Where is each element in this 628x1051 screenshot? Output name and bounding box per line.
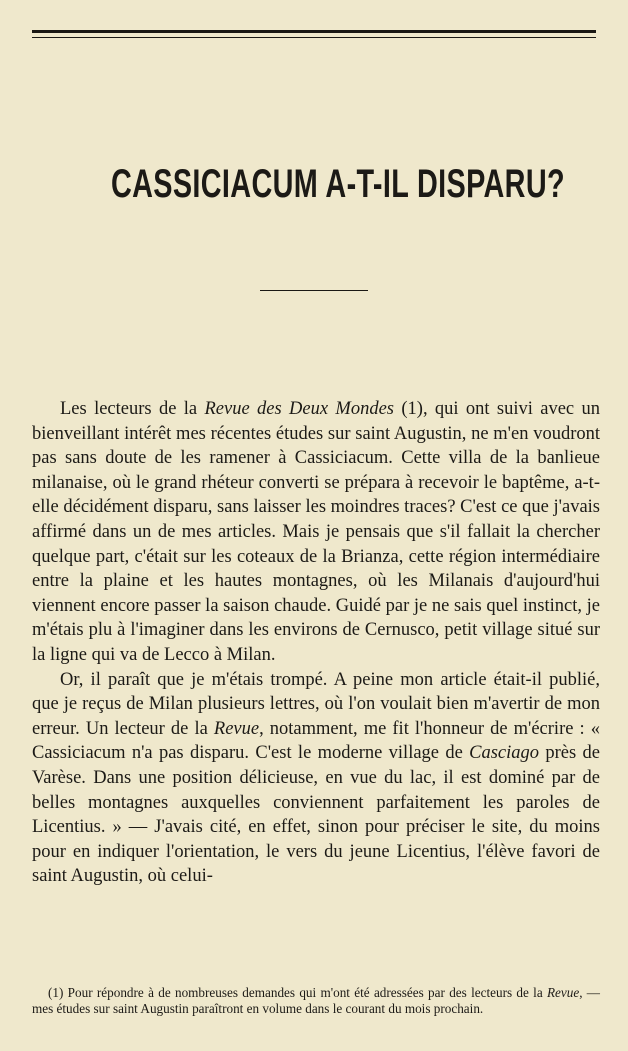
footnote-paragraph <box>32 985 600 1017</box>
text-run: près de Varèse. Dans une position délicieuse, en vue du lac, il est dominé par de belles montagnes auxquelles conviennent parfaitement les paroles de Licentius. » — J'avais cité, en effet, sinon pour préciser le site, du moins pour en indiquer l'orientation, le vers du jeune Licentius, l'élève favori de saint Augustin, où celui- <box>32 743 600 887</box>
title-separator-rule <box>260 290 368 291</box>
header-rule-thin <box>32 37 596 38</box>
body-paragraph-2 <box>32 668 600 889</box>
journal-name-italic: Revue <box>213 718 260 739</box>
text-run: , — mes études sur saint Augustin paraîtront en volume dans le courant du mois prochain. <box>32 985 600 1017</box>
journal-name-italic: Revue des Deux Mondes <box>204 399 395 419</box>
header-rule-thick <box>32 30 596 33</box>
text-run: Or, il paraît que je m'étais trompé. A peine mon article était-il publié, que je reçus de Milan plusieurs lettres, où l'on voulait bien m'avertir de mon erreur. Un lecteur de la <box>32 669 600 739</box>
text-run: (1) Pour répondre à de nombreuses demandes qui m'ont été adressées par des lecteurs de la <box>48 985 547 1000</box>
text-run: (1), qui ont suivi avec un bienveillant intérêt mes récentes études sur saint Augustin, ne m'en voudront pas sans doute de les ramener à Cassiciacum. Cette villa de la banlieue milanaise, où le grand rhéteur converti se prépara à recevoir le baptême, a-t-elle décidément disparu, sans laisser les moindres traces? C'est ce que j'avais affirmé dans un de mes articles. Mais je pensais que s'il fallait la chercher quelque part, c'était sur les coteaux de la Brianza, cette région intermédiaire entre la plaine et les hautes montagnes, où les Milanais d'aujourd'hui viennent encore passer la saison chaude. Guidé par je ne sais quel instinct, je m'étais plu à l'imaginer dans les environs de Cernusco, petit village situé sur la ligne qui va de Lecco à Milan. <box>32 399 601 665</box>
body-paragraph-1 <box>32 397 600 668</box>
text-run: Les lecteurs de la <box>60 399 205 419</box>
article-body <box>32 397 600 889</box>
text-run: , notamment, me fit l'honneur de m'écrire : « Cassiciacum n'a pas disparu. C'est le moderne village de <box>32 718 600 764</box>
journal-name-italic: Revue <box>546 985 580 1000</box>
article-title: CASSICIACUM A-T-IL DISPARU? <box>110 162 565 206</box>
place-name-italic: Casciago <box>469 743 540 764</box>
footnote <box>32 985 600 1017</box>
